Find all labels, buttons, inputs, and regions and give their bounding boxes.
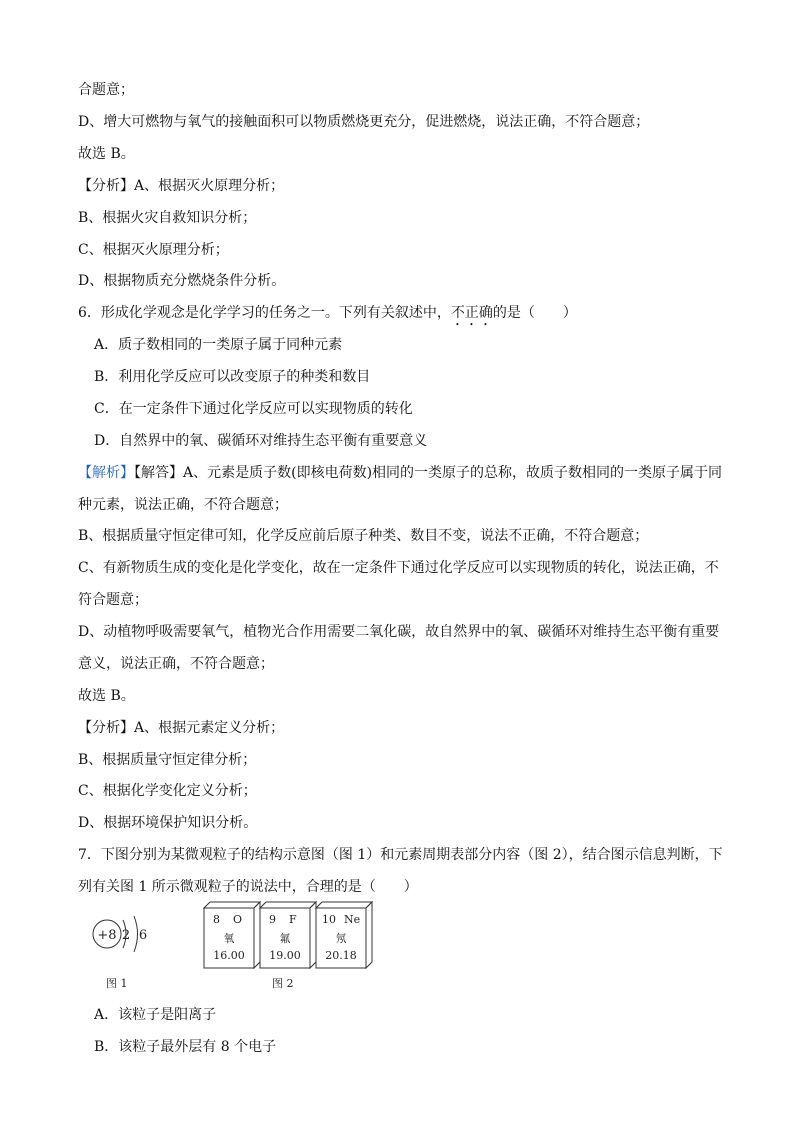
q6-option-d: D．自然界中的氧、碳循环对维持生态平衡有重要意义 xyxy=(94,433,428,449)
q7-option-b: B．该粒子最外层有 8 个电子 xyxy=(94,1039,277,1055)
emphasis-text: 不正确 xyxy=(450,305,493,321)
q6-option-c: C．在一定条件下通过化学反应可以实现物质的转化 xyxy=(94,401,413,417)
element-name: 氟 xyxy=(279,932,291,945)
atomic-number: 10 xyxy=(322,913,336,926)
analysis-line: B、根据质量守恒定律分析； xyxy=(78,752,257,768)
text-line: 故选 B。 xyxy=(78,146,135,162)
element-cell-o xyxy=(204,902,260,968)
q6-option-a: A．质子数相同的一类原子属于同种元素 xyxy=(94,337,343,353)
atomic-mass: 16.00 xyxy=(213,949,245,962)
question-7-stem: 7．下图分别为某微观粒子的结构示意图（图 1）和元素周期表部分内容（图 2），结合图示信息判断，下 xyxy=(78,847,723,863)
figure-1-caption: 图 1 xyxy=(106,977,128,990)
q7-option-a: A．该粒子是阳离子 xyxy=(94,1007,217,1023)
atomic-number: 8 xyxy=(213,913,220,926)
element-name: 氖 xyxy=(335,932,347,945)
analysis-line: 【分析】A、根据元素定义分析； xyxy=(78,720,285,736)
analysis-line xyxy=(78,176,284,196)
solution-line: 种元素，说法正确，不符合题意； xyxy=(78,497,288,513)
analysis-tag: 【分析】 xyxy=(78,178,134,194)
atomic-number: 9 xyxy=(269,913,276,926)
figure-2-caption: 图 2 xyxy=(272,977,294,990)
analysis-text: A、根据灭火原理分析； xyxy=(134,178,285,194)
nucleus-charge: +8 xyxy=(97,928,117,943)
text-line: 合题意； xyxy=(78,82,134,98)
text-line: B、根据火灾自救知识分析； xyxy=(78,210,257,226)
text-line: C、根据灭火原理分析； xyxy=(78,242,229,258)
solution-line: B、根据质量守恒定律可知，化学反应前后原子种类、数目不变，说法不正确，不符合题意； xyxy=(78,528,649,544)
analysis-line: C、根据化学变化定义分析； xyxy=(78,783,257,799)
solution-line: 符合题意； xyxy=(78,592,148,608)
element-symbol: Ne xyxy=(344,913,361,926)
element-cell-f xyxy=(260,902,316,968)
question-7-stem: 列有关图 1 所示微观粒子的说法中，合理的是（ ） xyxy=(78,879,418,895)
jieda-tag: 【解答】 xyxy=(134,465,183,481)
text-line: D、增大可燃物与氧气的接触面积可以物质燃烧更充分，促进燃烧，说法正确，不符合题意； xyxy=(78,114,650,130)
atomic-mass: 20.18 xyxy=(325,949,357,962)
atomic-mass: 19.00 xyxy=(269,949,301,962)
solution-line: 故选 B。 xyxy=(78,688,135,704)
element-cell-ne xyxy=(316,902,372,968)
element-symbol: F xyxy=(289,913,297,926)
question-6-stem: 6．形成化学观念是化学学习的任务之一。下列有关叙述中，不正确的是（ ） xyxy=(78,305,577,321)
shell-electrons: 2 xyxy=(121,928,131,943)
analysis-tag: 【分析】 xyxy=(78,720,134,736)
element-symbol: O xyxy=(233,913,243,926)
q6-option-b: B．利用化学反应可以改变原子的种类和数目 xyxy=(94,369,371,385)
shell-arc xyxy=(134,916,138,952)
element-name: 氧 xyxy=(223,932,235,945)
jiexi-tag: 【解析】 xyxy=(78,465,134,481)
solution-line: 【解析】【解答】A、元素是质子数(即核电荷数)相同的一类原子的总称，故质子数相同的一类原子属于同 xyxy=(78,465,723,481)
periodic-table-cells xyxy=(196,896,386,976)
solution-line: 意义，说法正确，不符合题意； xyxy=(78,656,274,672)
analysis-line: D、根据环境保护知识分析。 xyxy=(78,815,258,831)
shell-electrons: 6 xyxy=(138,928,148,943)
atom-structure-diagram xyxy=(90,908,160,964)
solution-line: D、动植物呼吸需要氧气，植物光合作用需要二氧化碳，故自然界中的氧、碳循环对维持生态平衡有重要 xyxy=(78,624,720,640)
text-line: D、根据物质充分燃烧条件分析。 xyxy=(78,273,286,289)
solution-line: C、有新物质生成的变化是化学变化，故在一定条件下通过化学反应可以实现物质的转化，说法正确，不 xyxy=(78,560,719,576)
